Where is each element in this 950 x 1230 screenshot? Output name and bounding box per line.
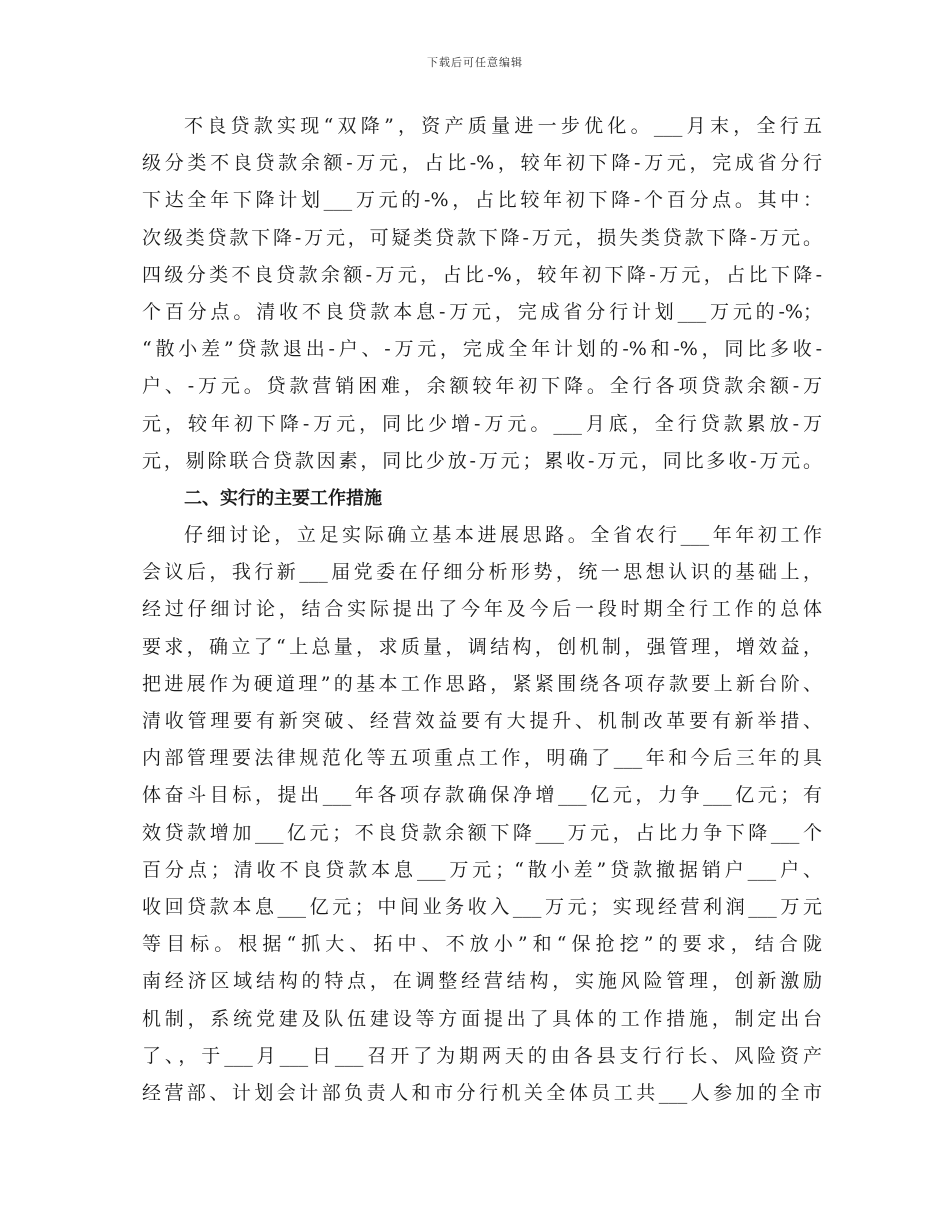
paragraph-line: 不良贷款实现“双降”，资产质量进一步优化。___月末，全行五 <box>184 115 822 137</box>
paragraph-work-measures <box>142 517 822 1112</box>
paragraph-line: 户、-万元。贷款营销困难，余额较年初下降。全行各项贷款余额-万 <box>142 375 822 398</box>
paragraph-line: 个百分点。清收不良贷款本息-万元，完成省分行计划___万元的-%； <box>142 300 822 323</box>
paragraph-line: 次级类贷款下降-万元，可疑类贷款下降-万元，损失类贷款下降-万元。 <box>142 226 822 249</box>
paragraph-line: 百分点；清收不良贷款本息___万元；“散小差”贷款撤据销户___户、 <box>142 858 822 881</box>
paragraph-line: 经营部、计划会计部负责人和市分行机关全体员工共___人参加的全市 <box>142 1081 822 1104</box>
paragraph-line: 四级分类不良贷款余额-万元，占比-%，较年初下降-万元，占比下降- <box>142 263 822 286</box>
paragraph-line: 南经济区域结构的特点，在调整经营结构，实施风险管理，创新激励 <box>142 970 822 993</box>
paragraph-line: 体奋斗目标，提出___年各项存款确保净增___亿元，力争___亿元；有 <box>142 784 822 807</box>
paragraph-line: 清收管理要有新突破、经营效益要有大提升、机制改革要有新举措、 <box>142 710 822 732</box>
paragraph-line: 级分类不良贷款余额-万元，占比-%，较年初下降-万元，完成省分行 <box>142 152 822 175</box>
paragraph-line: 收回贷款本息___亿元；中间业务收入___万元；实现经营利润___万元 <box>142 895 822 918</box>
paragraph-line: 下达全年下降计划___万元的-%，占比较年初下降-个百分点。其中： <box>142 189 822 212</box>
paragraph-line: 会议后，我行新___届党委在仔细分析形势，统一思想认识的基础上， <box>142 561 822 584</box>
paragraph-line: 仔细讨论，立足实际确立基本进展思路。全省农行___年年初工作 <box>184 524 822 547</box>
paragraph-line: 了、，于___月___日___召开了为期两天的由各县支行行长、风险资产 <box>142 1044 822 1067</box>
paragraph-line: 内部管理要法律规范化等五项重点工作，明确了___年和今后三年的具 <box>142 747 822 770</box>
paragraph-line: 要求，确立了“上总量，求质量，调结构，创机制，强管理，增效益， <box>142 635 822 658</box>
paragraph-line: 元，较年初下降-万元，同比少增-万元。___月底，全行贷款累放-万 <box>142 412 822 435</box>
document-body <box>142 108 822 1112</box>
paragraph-line: 元，剔除联合贷款因素，同比少放-万元；累收-万元，同比多收-万元。 <box>142 449 822 472</box>
paragraph-line: 等目标。根据“抓大、拓中、不放小”和“保抢挖”的要求，结合陇 <box>142 933 822 956</box>
paragraph-asset-quality <box>142 108 822 480</box>
page-header-note: 下载后可任意编辑 <box>427 56 523 69</box>
paragraph-line: 经过仔细讨论，结合实际提出了今年及今后一段时期全行工作的总体 <box>142 598 822 621</box>
section-heading: 二、实行的主要工作措施 <box>184 487 382 509</box>
paragraph-line: “散小差”贷款退出-户、-万元，完成全年计划的-%和-%，同比多收- <box>142 338 822 361</box>
paragraph-line: 机制，系统党建及队伍建设等方面提出了具体的工作措施，制定出台 <box>142 1007 822 1030</box>
paragraph-line: 把进展作为硬道理”的基本工作思路，紧紧围绕各项存款要上新台阶、 <box>142 672 822 695</box>
paragraph-line: 效贷款增加___亿元；不良贷款余额下降___万元，占比力争下降___个 <box>142 821 822 844</box>
